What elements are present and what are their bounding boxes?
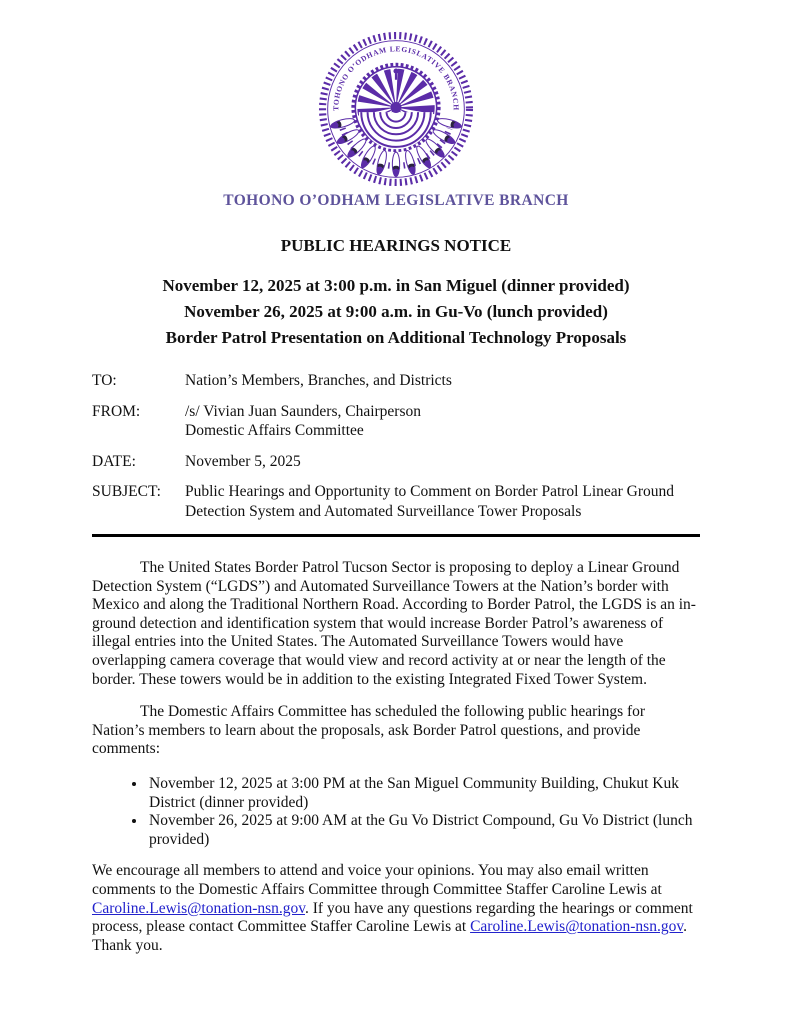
- memo-header-block: [92, 371, 700, 521]
- memo-value: Public Hearings and Opportunity to Comment on Border Patrol Linear Ground Detection System and Automated Surveillance Tower Proposals: [185, 483, 675, 520]
- closing-paragraph: [92, 862, 700, 955]
- body-paragraph-1: The United States Border Patrol Tucson Sector is proposing to deploy a Linear Ground Detection System (“LGDS”) and Automated Surveillance Towers at the Nation’s border with Mexico and along the Traditional Northern Road. According to Border Patrol, the LGDS is an in-ground detection and identification system that would increase Border Patrol’s awareness of illegal entries into the United States. The Automated Surveillance Towers would have overlapping camera coverage that would view and record activity at or near the length of the border. These towers would be in addition to the existing Integrated Fixed Tower System.: [92, 559, 696, 688]
- seal-ring-text: TOHONO O’ODHAM LEGISLATIVE BRANCH: [331, 44, 461, 111]
- org-name: TOHONO O’ODHAM LEGISLATIVE BRANCH: [223, 192, 569, 209]
- memo-row-from: [92, 402, 700, 441]
- memo-label: FROM:: [92, 402, 141, 420]
- seal-container: [92, 30, 700, 188]
- event-schedule-header: [92, 273, 700, 351]
- closing-text: . If you have any questions regarding the hearings or comment process, please contact Committee Staffer Caroline Lewis at: [92, 899, 693, 936]
- memo-row-subject: [92, 482, 700, 521]
- event-line: November 26, 2025 at 9:00 a.m. in Gu-Vo (lunch provided): [184, 302, 608, 321]
- hearings-list: [92, 775, 700, 849]
- event-line: November 12, 2025 at 3:00 p.m. in San Miguel (dinner provided): [162, 276, 630, 295]
- tribal-seal-logo: [317, 30, 475, 188]
- hearing-item: • November 12, 2025 at 3:00 PM at the San Miguel Community Building, Chukut Kuk District (dinner provided): [147, 775, 700, 812]
- event-line: Border Patrol Presentation on Additional Technology Proposals: [165, 328, 627, 347]
- hearing-item: • November 26, 2025 at 9:00 AM at the Gu Vo District Compound, Gu Vo District (lunch provided): [147, 812, 700, 849]
- memo-value: Nation’s Members, Branches, and Districts: [185, 372, 452, 389]
- body-paragraph-2: The Domestic Affairs Committee has scheduled the following public hearings for Nation’s members to learn about the proposals, ask Border Patrol questions, and provide comments:: [92, 703, 646, 758]
- memo-row-date: [92, 452, 700, 472]
- memo-value: /s/ Vivian Juan Saunders, Chairperson: [185, 402, 421, 420]
- memo-label: SUBJECT:: [92, 483, 161, 500]
- memo-value: Domestic Affairs Committee: [185, 422, 364, 439]
- memo-row-to: [92, 371, 700, 391]
- closing-text: . Thank you.: [92, 918, 687, 954]
- email-link-2[interactable]: Caroline.Lewis@tonation-nsn.gov: [470, 918, 684, 936]
- email-link-1[interactable]: Caroline.Lewis@tonation-nsn.gov: [92, 899, 306, 917]
- man-in-maze-icon: [353, 65, 438, 150]
- closing-text: We encourage all members to attend and voice your opinions. You may also email written comments to the Domestic Affairs Committee through Committee Staffer Caroline Lewis at: [92, 862, 662, 898]
- memo-label: TO:: [92, 372, 117, 389]
- memo-value: November 5, 2025: [185, 452, 301, 470]
- notice-title: PUBLIC HEARINGS NOTICE: [280, 236, 512, 255]
- section-divider: [92, 534, 700, 537]
- memo-label: DATE:: [92, 452, 136, 470]
